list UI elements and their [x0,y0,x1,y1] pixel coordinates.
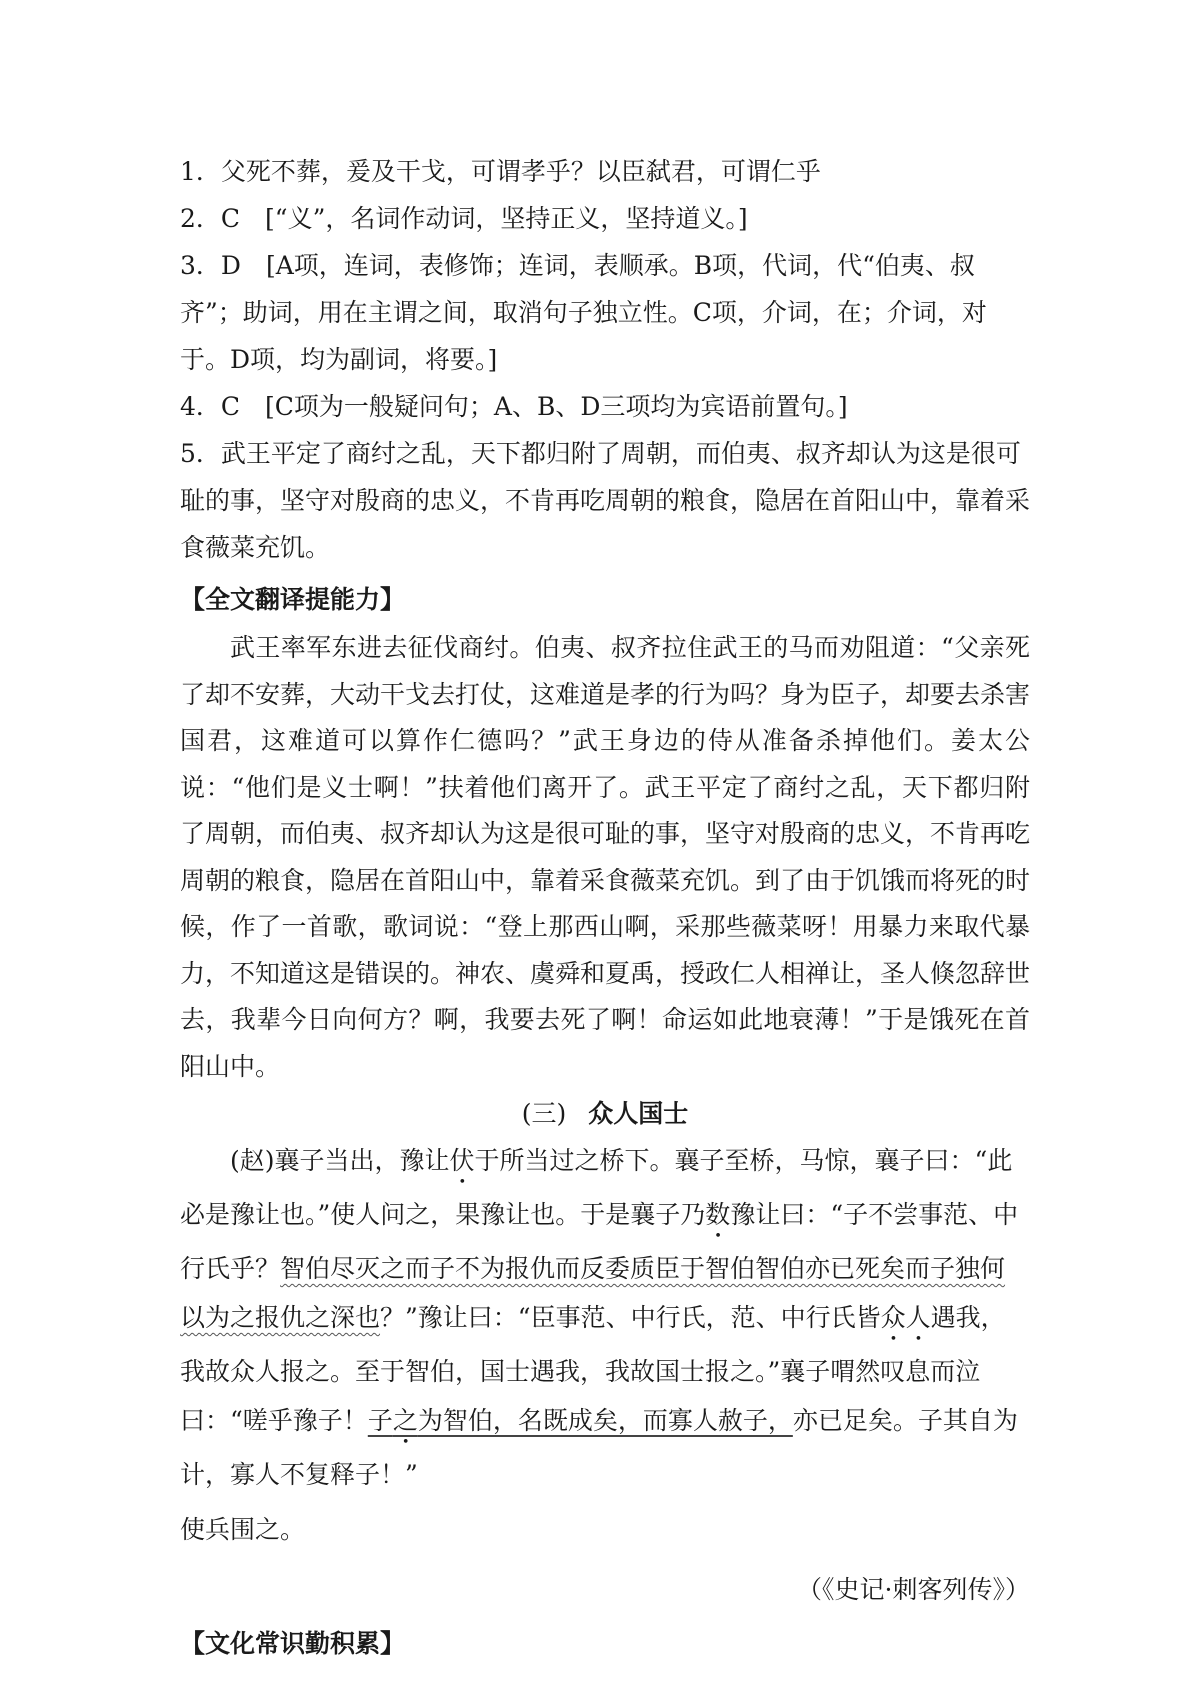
underlined-text: 子 [367,1406,393,1435]
answer-4: 4．C [C项为一般疑问句；A、B、D三项均为宾语前置句。] [180,392,848,421]
wavy-underlined-sentence: 智伯尽灭之而子不为报仇而反委质臣于智伯智伯亦已死矣而子独何以为之报仇之深也 [180,1254,1006,1332]
translation-paragraph: 武王率军东进去征伐商纣。伯夷、叔齐拉住武王的马而劝阻道：“父亲死了却不安葬，大动干戈去打仗，这难道是孝的行为吗？身为臣子，却要去杀害国君，这难道可以算作仁德吗？”武王身边的侍从准备杀掉他们。姜太公说：“他们是义士啊！”扶着他们离开了。武王平定了商纣之乱，天下都归附了周朝，而伯夷、叔齐却认为这是很可耻的事，坚守对殷商的忠义，不肯再吃周朝的粮食，隐居在首阳山中，靠着采食薇菜充饥。到了由于饥饿而将死的时候，作了一首歌，歌词说：“登上那西山啊，采那些薇菜呀！用暴力来取代暴力，不知道这是错误的。神农、虞舜和夏禹，授政仁人相禅让，圣人倏忽辞世去，我辈今日向何方？啊，我要去死了啊！命运如此地衰薄！”于是饿死在首阳山中。 [180,633,1031,1081]
dotted-word: 众人 [880,1303,931,1332]
classical-passage [180,1136,1030,1499]
section-number: (三) [521,1099,567,1128]
answer-2: 2．C [“义”，名词作动词，坚持正义，坚持道义。] [180,204,748,233]
answer-5: 5．武王平定了商纣之乱，天下都归附了周朝，而伯夷、叔齐却认为这是很可耻的事，坚守对殷商的忠义，不肯再吃周朝的粮食，隐居在首阳山中，靠着采食薇菜充饥。 [180,439,1031,562]
underlined-sentence [368,1406,793,1435]
section-name: 众人国士 [588,1099,689,1128]
answer-1: 1．父死不葬，爰及干戈，可谓孝乎？以臣弑君，可谓仁乎 [180,157,821,186]
passage-text: 于所当过之桥下。襄子至桥，马惊，襄子曰：“此必是豫让也。”使人问之，果豫让也。于是襄子乃 [180,1146,1013,1229]
document-page [180,148,1030,1668]
dotted-word: 伏 [449,1146,475,1175]
passage-text: 亦已足矣。子其自为计，寡人不复释子！” [180,1406,1018,1489]
passage-text: (赵)襄子当出，豫让 [230,1146,450,1175]
translation-heading: 【全文翻译提能力】 [180,585,406,614]
passage-text: 豫让曰：“子不尝事范、中行氏乎？ [180,1200,1019,1283]
underlined-text: 为智伯，名既成矣，而寡人赦子， [417,1406,793,1435]
dotted-word: 之 [392,1406,418,1435]
classical-passage-end: 使兵围之。 [180,1515,306,1544]
passage-text: 遇我，我故众人报之。至于智伯，国士遇我，我故国士报之。”襄子喟然叹息而泣曰：“嗟乎豫子！ [180,1303,1006,1435]
section-title [180,1092,1030,1136]
passage-text: ？”豫让曰：“臣事范、中行氏，范、中行氏皆 [380,1303,881,1332]
answer-3: 3．D [A项，连词，表修饰；连词，表顺承。B项，代词，代“伯夷、叔齐”；助词，用在主谓之间，取消句子独立性。C项，介词，在；介词，对于。D项，均为副词，将要。] [180,251,987,374]
source-citation: （《史记·刺客列传》） [797,1575,1030,1604]
culture-heading: 【文化常识勤积累】 [180,1629,406,1658]
dotted-word: 数 [705,1200,731,1229]
